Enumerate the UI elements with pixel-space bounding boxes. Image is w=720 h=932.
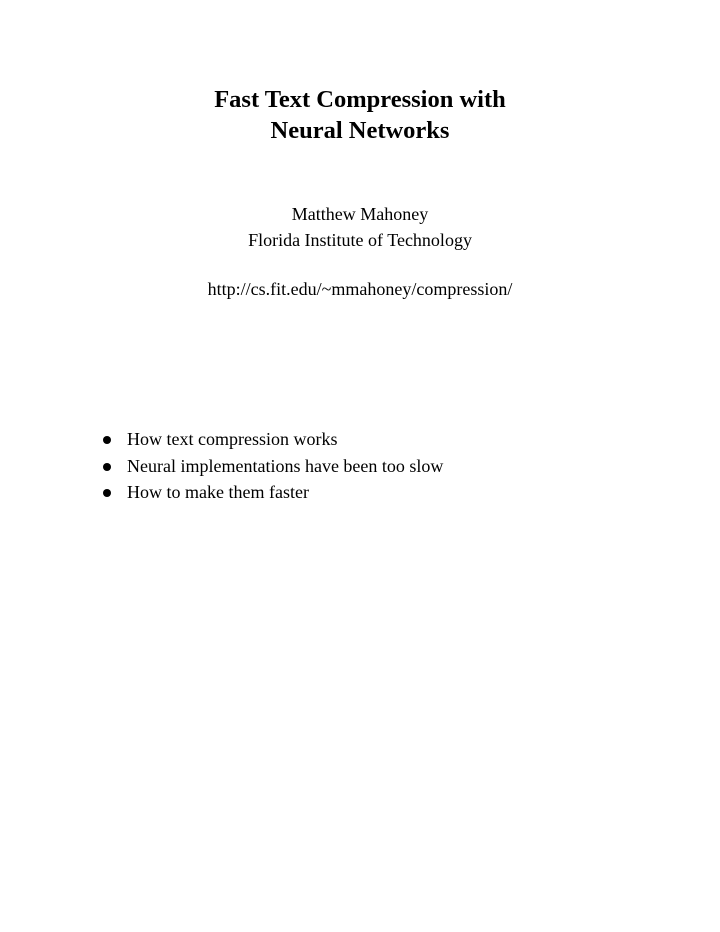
- bullet-text: Neural implementations have been too slow: [127, 455, 444, 476]
- bullet-item: [100, 479, 443, 506]
- author-name: Matthew Mahoney: [291, 204, 429, 224]
- page-title: [0, 84, 720, 146]
- bullet-text: How to make them faster: [127, 482, 309, 502]
- bullet-icon: [103, 436, 111, 444]
- title-line-1: Fast Text Compression with: [214, 86, 506, 113]
- url-text: http://cs.fit.edu/~mmahoney/compression/: [207, 279, 513, 299]
- bullet-list: [100, 426, 443, 506]
- author-affiliation: Florida Institute of Technology: [248, 230, 472, 250]
- bullet-icon: [103, 489, 111, 497]
- bullet-icon: [103, 463, 111, 471]
- bullet-item: [100, 453, 443, 480]
- title-line-2: Neural Networks: [270, 117, 450, 144]
- bullet-item: [100, 426, 443, 453]
- bullet-text: How text compression works: [127, 429, 338, 449]
- author-block: [0, 201, 720, 253]
